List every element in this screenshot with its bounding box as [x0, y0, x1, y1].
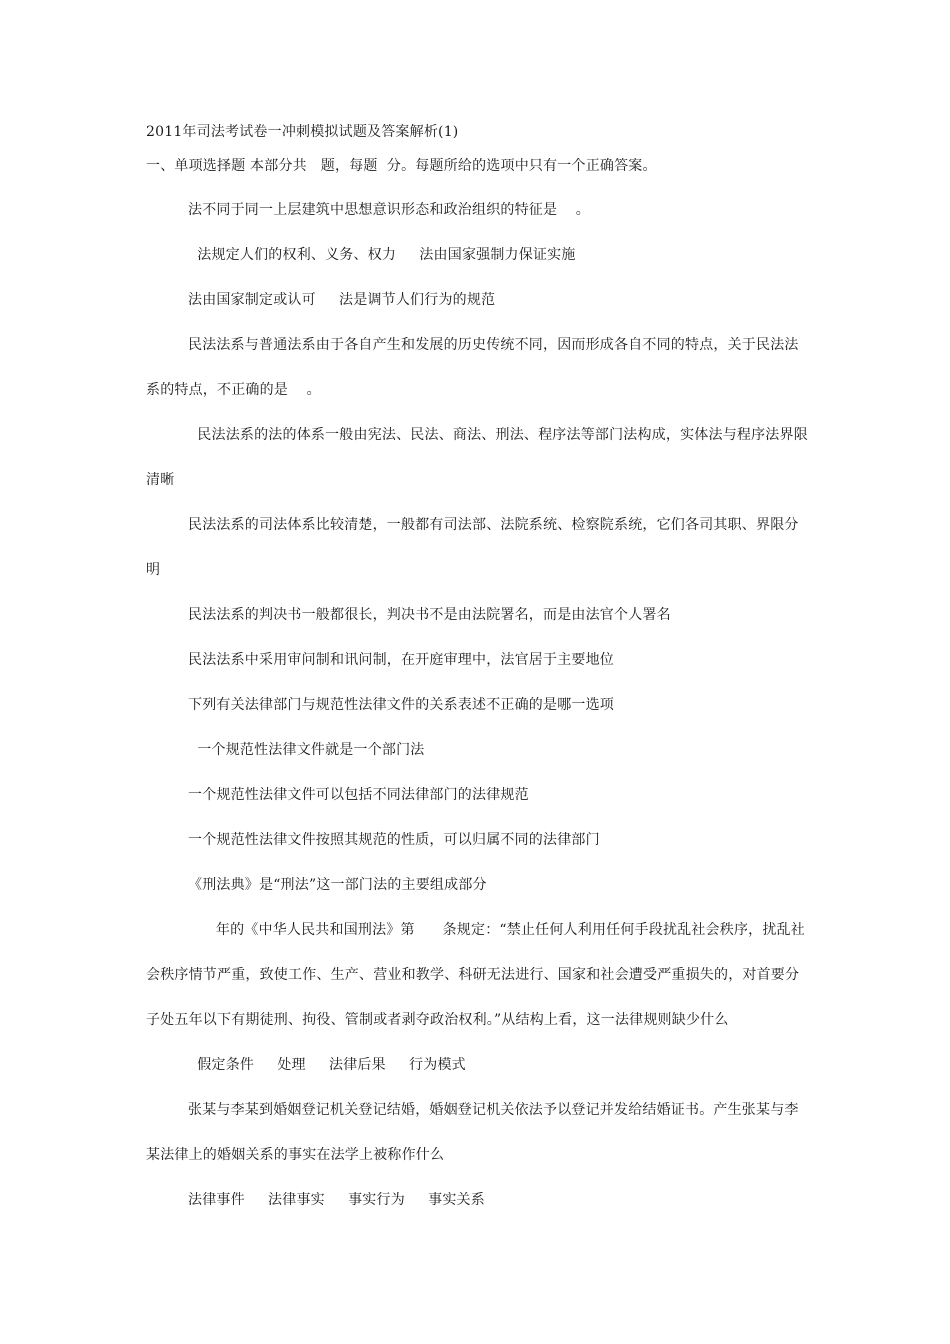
- question-stem: 下列有关法律部门与规范性法律文件的关系表述不正确的是哪一选项: [188, 697, 614, 713]
- answer-option: 一个规范性法律文件可以包括不同法律部门的法律规范: [188, 787, 529, 803]
- question-stem: 年的《中华人民共和国刑法》第 条规定：“禁止任何人利用任何手段扰乱社会秩序，扰乱社: [188, 922, 805, 938]
- answer-option: 民法法系的法的体系一般由宪法、民法、商法、刑法、程序法等部门法构成，实体法与程序法界限: [188, 427, 808, 443]
- answer-option-continued: 清晰: [146, 472, 175, 488]
- answer-option: 民法法系中采用审问制和讯问制，在开庭审理中，法官居于主要地位: [188, 652, 614, 668]
- question-stem: 法不同于同一上层建筑中思想意识形态和政治组织的特征是 。: [188, 202, 590, 218]
- question-stem-continued: 子处五年以下有期徒刑、拘役、管制或者剥夺政治权利。”从结构上看，这一法律规则缺少什么: [146, 1012, 729, 1028]
- answer-option: 一个规范性法律文件就是一个部门法: [188, 742, 425, 758]
- question-stem-continued: 会秩序情节严重，致使工作、生产、营业和教学、科研无法进行、国家和社会遭受严重损失的，对首要分: [146, 967, 800, 983]
- answer-options: 法律事件 法律事实 事实行为 事实关系: [188, 1192, 485, 1208]
- question-stem-continued: 系的特点，不正确的是 。: [146, 382, 321, 398]
- question-stem: 张某与李某到婚姻登记机关登记结婚，婚姻登记机关依法予以登记并发给结婚证书。产生张某与李: [188, 1102, 799, 1118]
- answer-option: 一个规范性法律文件按照其规范的性质，可以归属不同的法律部门: [188, 832, 600, 848]
- answer-option-continued: 明: [146, 562, 161, 578]
- answer-option: 《刑法典》是“刑法”这一部门法的主要组成部分: [188, 877, 487, 893]
- document-title: 2011年司法考试卷一冲刺模拟试题及答案解析(1): [146, 124, 459, 140]
- question-stem: 民法法系与普通法系由于各自产生和发展的历史传统不同，因而形成各自不同的特点，关于民法法: [188, 337, 799, 353]
- answer-options: 法规定人们的权利、义务、权力 法由国家强制力保证实施: [188, 247, 576, 263]
- answer-options: 法由国家制定或认可 法是调节人们行为的规范: [188, 292, 496, 308]
- answer-option: 民法法系的司法体系比较清楚，一般都有司法部、法院系统、检察院系统，它们各司其职、界限分: [188, 517, 799, 533]
- answer-option: 民法法系的判决书一般都很长，判决书不是由法院署名，而是由法官个人署名: [188, 607, 671, 623]
- question-stem-continued: 某法律上的婚姻关系的事实在法学上被称作什么: [146, 1147, 445, 1163]
- section-header: 一、单项选择题 本部分共 题，每题 分。每题所给的选项中只有一个正确答案。: [146, 158, 657, 174]
- answer-options: 假定条件 处理 法律后果 行为模式: [188, 1057, 466, 1073]
